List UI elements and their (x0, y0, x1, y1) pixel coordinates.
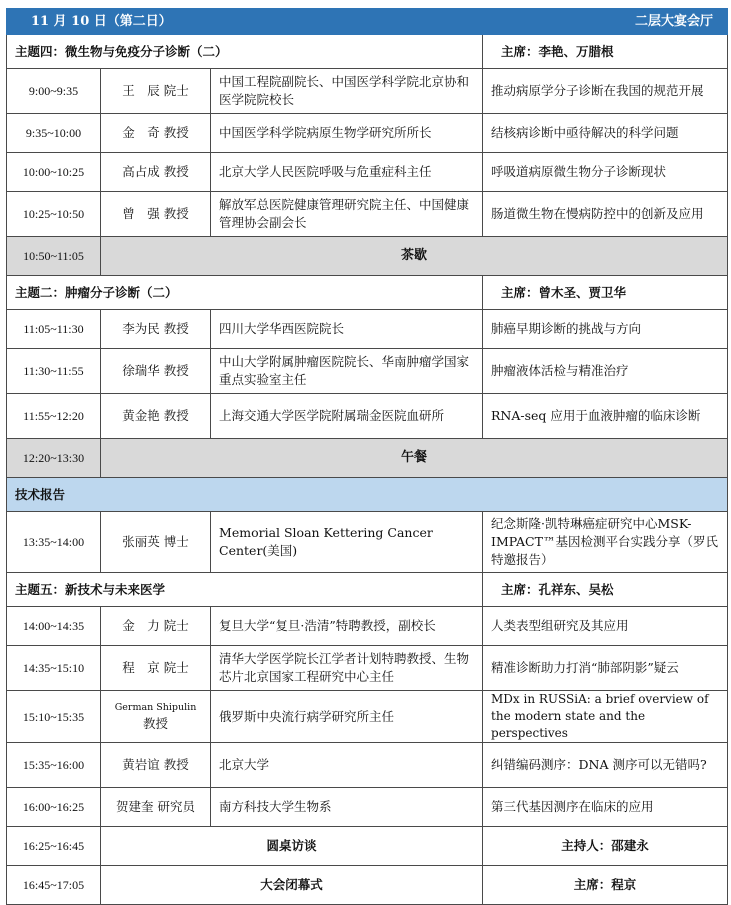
speaker-name: 徐瑞华 (122, 363, 160, 378)
schedule-table (6, 8, 728, 905)
time-slot: 10:00~10:25 (7, 153, 101, 192)
topic: 肠道微生物在慢病防控中的创新及应用 (483, 192, 728, 237)
speaker-name: 曾 强 (122, 206, 160, 221)
roundtable-label: 圆桌访谈 (101, 827, 483, 866)
roundtable-row (7, 827, 728, 866)
speaker (101, 69, 211, 114)
speaker-name: 金 奇 (122, 125, 160, 140)
session-title: 技术报告 (7, 478, 728, 512)
table-row (7, 69, 728, 114)
closing-row (7, 866, 728, 905)
speaker-title: 教授 (163, 321, 189, 336)
speaker-title: 教授 (163, 363, 189, 378)
time-slot: 11:30~11:55 (7, 349, 101, 394)
affiliation: 北京大学 (211, 743, 483, 788)
speaker (101, 607, 211, 646)
day-venue: 二层大宴会厅 (211, 9, 728, 35)
topic: 纠错编码测序：DNA 测序可以无错吗? (483, 743, 728, 788)
speaker (101, 153, 211, 192)
speaker-title: 研究员 (157, 799, 196, 814)
speaker-name: German Shipulin (114, 701, 197, 713)
speaker (101, 788, 211, 827)
speaker-name: 贺建奎 (116, 799, 154, 814)
speaker-title: 教授 (163, 757, 189, 772)
schedule (6, 8, 727, 905)
topic: RNA-seq 应用于血液肿瘤的临床诊断 (483, 394, 728, 439)
table-row (7, 646, 728, 691)
speaker-title: 教授 (143, 715, 169, 731)
break-label: 午餐 (101, 439, 728, 478)
speaker-title: 院士 (163, 83, 189, 98)
affiliation: 清华大学医学院长江学者计划特聘教授、生物芯片北京国家工程研究中心主任 (211, 646, 483, 691)
session-chair: 主席：李艳、万腊根 (483, 35, 728, 69)
day-header (7, 9, 728, 35)
speaker (101, 512, 211, 573)
speaker-title: 教授 (163, 125, 189, 140)
session-chair: 主席：孔祥东、吴松 (483, 573, 728, 607)
speaker (101, 114, 211, 153)
time-slot: 15:35~16:00 (7, 743, 101, 788)
topic: 呼吸道病原微生物分子诊断现状 (483, 153, 728, 192)
speaker (101, 743, 211, 788)
break-label: 茶歇 (101, 237, 728, 276)
affiliation: 复旦大学“复旦·浩清”特聘教授，副校长 (211, 607, 483, 646)
speaker (101, 192, 211, 237)
topic: MDx in RUSSiA: a brief overview of the modern state and the perspectives (483, 691, 728, 743)
speaker (101, 691, 211, 743)
table-row (7, 394, 728, 439)
speaker-name: 张丽英 (122, 534, 160, 549)
speaker-name: 程 京 (122, 660, 160, 675)
speaker-title: 院士 (163, 660, 189, 675)
speaker-name: 王 辰 (122, 83, 160, 98)
session-chair: 主席：曾木圣、贾卫华 (483, 276, 728, 310)
time-slot: 16:25~16:45 (7, 827, 101, 866)
day-date: 11 月 10 日（第二日） (7, 9, 211, 35)
break-row (7, 237, 728, 276)
session-title: 主题四：微生物与免疫分子诊断（二） (7, 35, 483, 69)
affiliation: 南方科技大学生物系 (211, 788, 483, 827)
table-row (7, 153, 728, 192)
time-slot: 10:50~11:05 (7, 237, 101, 276)
closing-chair: 主席：程京 (483, 866, 728, 905)
table-row (7, 743, 728, 788)
topic: 结核病诊断中亟待解决的科学问题 (483, 114, 728, 153)
speaker (101, 310, 211, 349)
session-title: 主题二：肿瘤分子诊断（二） (7, 276, 483, 310)
table-row (7, 310, 728, 349)
time-slot: 9:00~9:35 (7, 69, 101, 114)
affiliation: Memorial Sloan Kettering Cancer Center(美国) (211, 512, 483, 573)
time-slot: 10:25~10:50 (7, 192, 101, 237)
time-slot: 16:45~17:05 (7, 866, 101, 905)
affiliation: 中山大学附属肿瘤医院院长、华南肿瘤学国家重点实验室主任 (211, 349, 483, 394)
time-slot: 11:05~11:30 (7, 310, 101, 349)
speaker-name: 黄金艳 (122, 408, 160, 423)
speaker-name: 金 力 (122, 618, 160, 633)
topic: 纪念斯隆·凯特琳癌症研究中心MSK-IMPACT™基因检测平台实践分享（罗氏特邀报告） (483, 512, 728, 573)
table-row (7, 512, 728, 573)
time-slot: 14:35~15:10 (7, 646, 101, 691)
speaker-name: 高占成 (122, 164, 160, 179)
speaker-title: 教授 (163, 206, 189, 221)
speaker-title: 教授 (163, 408, 189, 423)
topic: 人类表型组研究及其应用 (483, 607, 728, 646)
roundtable-host: 主持人：邵建永 (483, 827, 728, 866)
affiliation: 中国工程院副院长、中国医学科学院北京协和医学院院校长 (211, 69, 483, 114)
table-row (7, 114, 728, 153)
time-slot: 9:35~10:00 (7, 114, 101, 153)
affiliation: 中国医学科学院病原生物学研究所所长 (211, 114, 483, 153)
affiliation: 北京大学人民医院呼吸与危重症科主任 (211, 153, 483, 192)
speaker-title: 院士 (163, 618, 189, 633)
time-slot: 11:55~12:20 (7, 394, 101, 439)
session-header (7, 276, 728, 310)
speaker (101, 646, 211, 691)
affiliation: 四川大学华西医院院长 (211, 310, 483, 349)
table-row (7, 691, 728, 743)
time-slot: 16:00~16:25 (7, 788, 101, 827)
topic: 肿瘤液体活检与精准治疗 (483, 349, 728, 394)
topic: 肺癌早期诊断的挑战与方向 (483, 310, 728, 349)
closing-label: 大会闭幕式 (101, 866, 483, 905)
speaker-title: 教授 (163, 164, 189, 179)
session-title: 主题五：新技术与未来医学 (7, 573, 483, 607)
speaker-name: 李为民 (122, 321, 160, 336)
time-slot: 13:35~14:00 (7, 512, 101, 573)
table-row (7, 349, 728, 394)
topic: 推动病原学分子诊断在我国的规范开展 (483, 69, 728, 114)
table-row (7, 607, 728, 646)
time-slot: 12:20~13:30 (7, 439, 101, 478)
time-slot: 14:00~14:35 (7, 607, 101, 646)
affiliation: 解放军总医院健康管理研究院主任、中国健康管理协会副会长 (211, 192, 483, 237)
table-row (7, 192, 728, 237)
break-row (7, 439, 728, 478)
session-header (7, 35, 728, 69)
time-slot: 15:10~15:35 (7, 691, 101, 743)
topic: 精准诊断助力打消“肺部阴影”疑云 (483, 646, 728, 691)
topic: 第三代基因测序在临床的应用 (483, 788, 728, 827)
speaker (101, 394, 211, 439)
session-header (7, 478, 728, 512)
affiliation: 俄罗斯中央流行病学研究所主任 (211, 691, 483, 743)
speaker (101, 349, 211, 394)
affiliation: 上海交通大学医学院附属瑞金医院血研所 (211, 394, 483, 439)
table-row (7, 788, 728, 827)
speaker-name: 黄岩谊 (122, 757, 160, 772)
session-header (7, 573, 728, 607)
speaker-title: 博士 (163, 534, 189, 549)
